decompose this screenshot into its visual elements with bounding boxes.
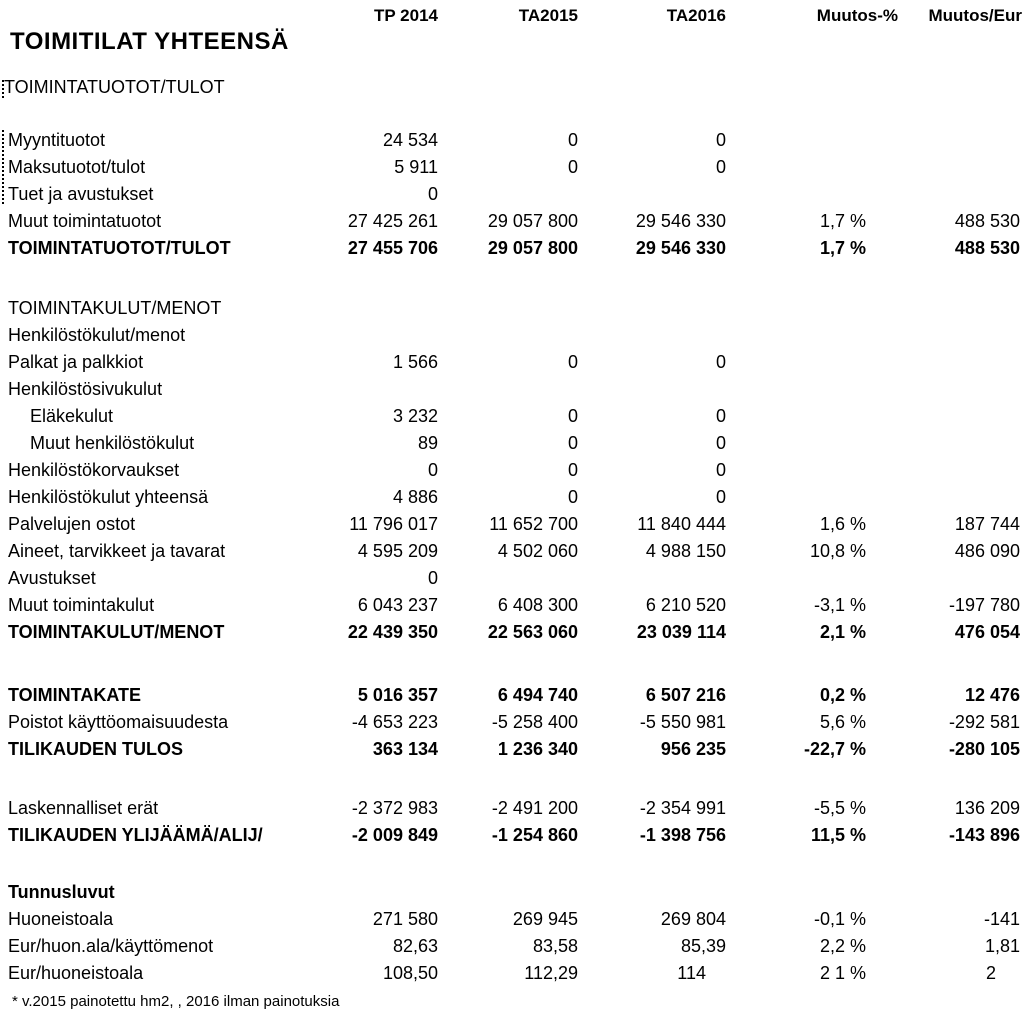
cell-ta2016: 11 840 444 [637, 514, 726, 534]
table-row [0, 460, 1024, 484]
cell-ta2016: 0 [715, 157, 726, 177]
row-label: Palvelujen ostot [8, 514, 136, 534]
cell-ta2016: 0 [715, 433, 726, 453]
cell-tp2014: -2 372 983 [351, 798, 438, 818]
cell-ta2016: 4 988 150 [645, 541, 726, 561]
row-label: Aineet, tarvikkeet ja tavarat [8, 541, 226, 561]
cell-change-percent: -5,5 % [813, 798, 866, 818]
cell-tp2014: 0 [427, 184, 438, 204]
row-label: Muut henkilöstökulut [30, 433, 195, 453]
table-row [0, 157, 1024, 181]
cell-ta2016: -5 550 981 [639, 712, 726, 732]
table-row [0, 595, 1024, 619]
cell-tp2014: 27 425 261 [347, 211, 438, 231]
section-title: TOIMINTATUOTOT/TULOT [4, 77, 225, 97]
cell-change-eur: 488 530 [954, 211, 1020, 231]
cell-change-eur: -141 [983, 909, 1020, 929]
row-label: Eur/huoneistoala [8, 963, 144, 983]
cell-change-eur: 488 530 [954, 238, 1020, 258]
table-row-heading [0, 298, 1024, 322]
column-header-change-percent: Muutos-% [816, 6, 898, 25]
cell-ta2016: 85,39 [680, 936, 726, 956]
cell-ta2016: 29 546 330 [635, 238, 726, 258]
cell-ta2015: 22 563 060 [487, 622, 578, 642]
cell-change-percent: 1,6 % [819, 514, 866, 534]
cell-change-percent: 2 1 % [819, 963, 866, 983]
cell-ta2016: 0 [715, 460, 726, 480]
cell-change-eur: -292 581 [948, 712, 1020, 732]
dotted-margin-line [2, 80, 6, 98]
table-row [0, 712, 1024, 736]
table-row [0, 406, 1024, 430]
cell-tp2014: -2 009 849 [351, 825, 438, 845]
cell-change-percent: 1,7 % [819, 211, 866, 231]
column-header-change-eur: Muutos/Eur [928, 6, 1022, 25]
row-label: Poistot käyttöomaisuudesta [8, 712, 229, 732]
cell-ta2015: 0 [567, 487, 578, 507]
table-row [0, 568, 1024, 592]
row-label: Henkilöstökorvaukset [8, 460, 180, 480]
cell-change-eur: 2 [985, 963, 996, 983]
table-row-heading [0, 325, 1024, 349]
cell-ta2016: 23 039 114 [636, 622, 726, 642]
table-row [0, 798, 1024, 822]
row-label: Tuet ja avustukset [8, 184, 154, 204]
cell-tp2014: 5 911 [394, 157, 438, 177]
table-row-total [0, 238, 1024, 262]
cell-change-percent: 2,2 % [819, 936, 866, 956]
cell-ta2016: 956 235 [660, 739, 726, 759]
cell-tp2014: 0 [427, 460, 438, 480]
cell-ta2016: -1 398 756 [639, 825, 726, 845]
cell-change-percent: 2,1 % [819, 622, 866, 642]
cell-ta2015: 6 408 300 [497, 595, 578, 615]
cell-ta2015: 1 236 340 [497, 739, 578, 759]
cell-ta2016: -2 354 991 [639, 798, 726, 818]
row-label: Palkat ja palkkiot [8, 352, 144, 372]
table-row [0, 514, 1024, 538]
row-label: Laskennalliset erät [8, 798, 159, 818]
row-label: TOIMINTAKULUT/MENOT [8, 298, 222, 318]
cell-tp2014: 3 232 [392, 406, 438, 426]
cell-change-eur: -143 896 [948, 825, 1020, 845]
column-header-tp2014: TP 2014 [374, 6, 438, 25]
cell-ta2015: -5 258 400 [491, 712, 578, 732]
cell-tp2014: 271 580 [372, 909, 438, 929]
cell-change-percent: 10,8 % [809, 541, 866, 561]
row-label: TILIKAUDEN YLIJÄÄMÄ/ALIJ/ [8, 825, 263, 845]
cell-tp2014: 89 [417, 433, 438, 453]
cell-ta2016: 0 [715, 487, 726, 507]
cell-tp2014: 4 595 209 [357, 541, 438, 561]
cell-ta2016: 0 [715, 406, 726, 426]
cell-change-eur: 12 476 [964, 685, 1020, 705]
cell-ta2016: 29 546 330 [635, 211, 726, 231]
cell-ta2015: -1 254 860 [491, 825, 578, 845]
cell-change-percent: -3,1 % [813, 595, 866, 615]
row-label: TOIMINTAKATE [8, 685, 141, 705]
cell-ta2015: 0 [567, 157, 578, 177]
column-header-ta2016: TA2016 [666, 6, 726, 25]
cell-ta2016: 114 [677, 963, 706, 983]
cell-tp2014: 27 455 706 [347, 238, 438, 258]
cell-tp2014: 108,50 [382, 963, 438, 983]
row-label: TOIMINTAKULUT/MENOT [8, 622, 225, 642]
table-row-heading [0, 882, 1024, 906]
cell-change-eur: -197 780 [948, 595, 1020, 615]
cell-tp2014: 24 534 [382, 130, 438, 150]
cell-change-eur: 136 209 [954, 798, 1020, 818]
table-row [0, 184, 1024, 208]
cell-ta2015: -2 491 200 [491, 798, 578, 818]
table-row [0, 909, 1024, 933]
table-row [0, 211, 1024, 235]
cell-ta2016: 269 804 [660, 909, 726, 929]
table-row [0, 541, 1024, 565]
cell-change-percent: -22,7 % [803, 739, 866, 759]
row-label: Eur/huon.ala/käyttömenot [8, 936, 214, 956]
cell-ta2015: 83,58 [532, 936, 578, 956]
cell-ta2015: 6 494 740 [497, 685, 578, 705]
cell-tp2014: 5 016 357 [357, 685, 438, 705]
row-label: Huoneistoala [8, 909, 114, 929]
cell-tp2014: 4 886 [392, 487, 438, 507]
row-label: Henkilöstösivukulut [8, 379, 163, 399]
cell-ta2015: 0 [567, 130, 578, 150]
cell-ta2015: 4 502 060 [497, 541, 578, 561]
row-label: TOIMINTATUOTOT/TULOT [8, 238, 231, 258]
cell-tp2014: 6 043 237 [357, 595, 438, 615]
cell-ta2015: 269 945 [512, 909, 578, 929]
table-row [0, 130, 1024, 154]
cell-ta2016: 6 507 216 [645, 685, 726, 705]
cell-ta2015: 0 [567, 433, 578, 453]
cell-change-eur: 476 054 [954, 622, 1020, 642]
row-label: Maksutuotot/tulot [8, 157, 146, 177]
table-row-total [0, 739, 1024, 763]
cell-change-eur: 187 744 [954, 514, 1020, 534]
row-label: Henkilöstökulut/menot [8, 325, 186, 345]
cell-ta2016: 6 210 520 [645, 595, 726, 615]
table-row [0, 936, 1024, 960]
cell-tp2014: 1 566 [392, 352, 438, 372]
table-row [0, 433, 1024, 457]
table-row-total [0, 622, 1024, 646]
cell-tp2014: 363 134 [372, 739, 438, 759]
table-row [0, 352, 1024, 376]
cell-change-eur: 486 090 [954, 541, 1020, 561]
cell-change-percent: 0,2 % [819, 685, 866, 705]
cell-ta2016: 0 [715, 352, 726, 372]
cell-ta2015: 0 [567, 460, 578, 480]
cell-ta2015: 0 [567, 352, 578, 372]
table-row-total [0, 825, 1024, 849]
table-row [0, 487, 1024, 511]
cell-change-eur: -280 105 [948, 739, 1020, 759]
row-label: Eläkekulut [30, 406, 114, 426]
column-header-ta2015: TA2015 [518, 6, 578, 25]
cell-tp2014: 82,63 [392, 936, 438, 956]
table-row [0, 963, 1024, 987]
row-label: Myyntituotot [8, 130, 106, 150]
page-title: TOIMITILAT YHTEENSÄ [10, 28, 289, 55]
cell-ta2015: 29 057 800 [487, 211, 578, 231]
cell-ta2015: 11 652 700 [489, 514, 578, 534]
cell-tp2014: -4 653 223 [351, 712, 438, 732]
cell-change-percent: 11,5 % [810, 825, 866, 845]
row-label: TILIKAUDEN TULOS [8, 739, 183, 759]
cell-change-percent: 1,7 % [819, 238, 866, 258]
table-row-heading [0, 379, 1024, 403]
row-label: Henkilöstökulut yhteensä [8, 487, 209, 507]
cell-change-percent: 5,6 % [819, 712, 866, 732]
row-label: Tunnusluvut [8, 882, 115, 902]
cell-change-eur: 1,81 [984, 936, 1020, 956]
cell-ta2016: 0 [715, 130, 726, 150]
cell-ta2015: 112,29 [524, 963, 578, 983]
row-label: Muut toimintatuotot [8, 211, 162, 231]
row-label: Muut toimintakulut [8, 595, 155, 615]
row-label: Avustukset [8, 568, 96, 588]
table-row-total [0, 685, 1024, 709]
cell-change-percent: -0,1 % [813, 909, 866, 929]
cell-tp2014: 11 796 017 [349, 514, 438, 534]
cell-tp2014: 0 [427, 568, 438, 588]
cell-ta2015: 0 [567, 406, 578, 426]
cell-tp2014: 22 439 350 [347, 622, 438, 642]
cell-ta2015: 29 057 800 [487, 238, 578, 258]
footnote: * v.2015 painotettu hm2, , 2016 ilman painotuksia [12, 993, 340, 1010]
